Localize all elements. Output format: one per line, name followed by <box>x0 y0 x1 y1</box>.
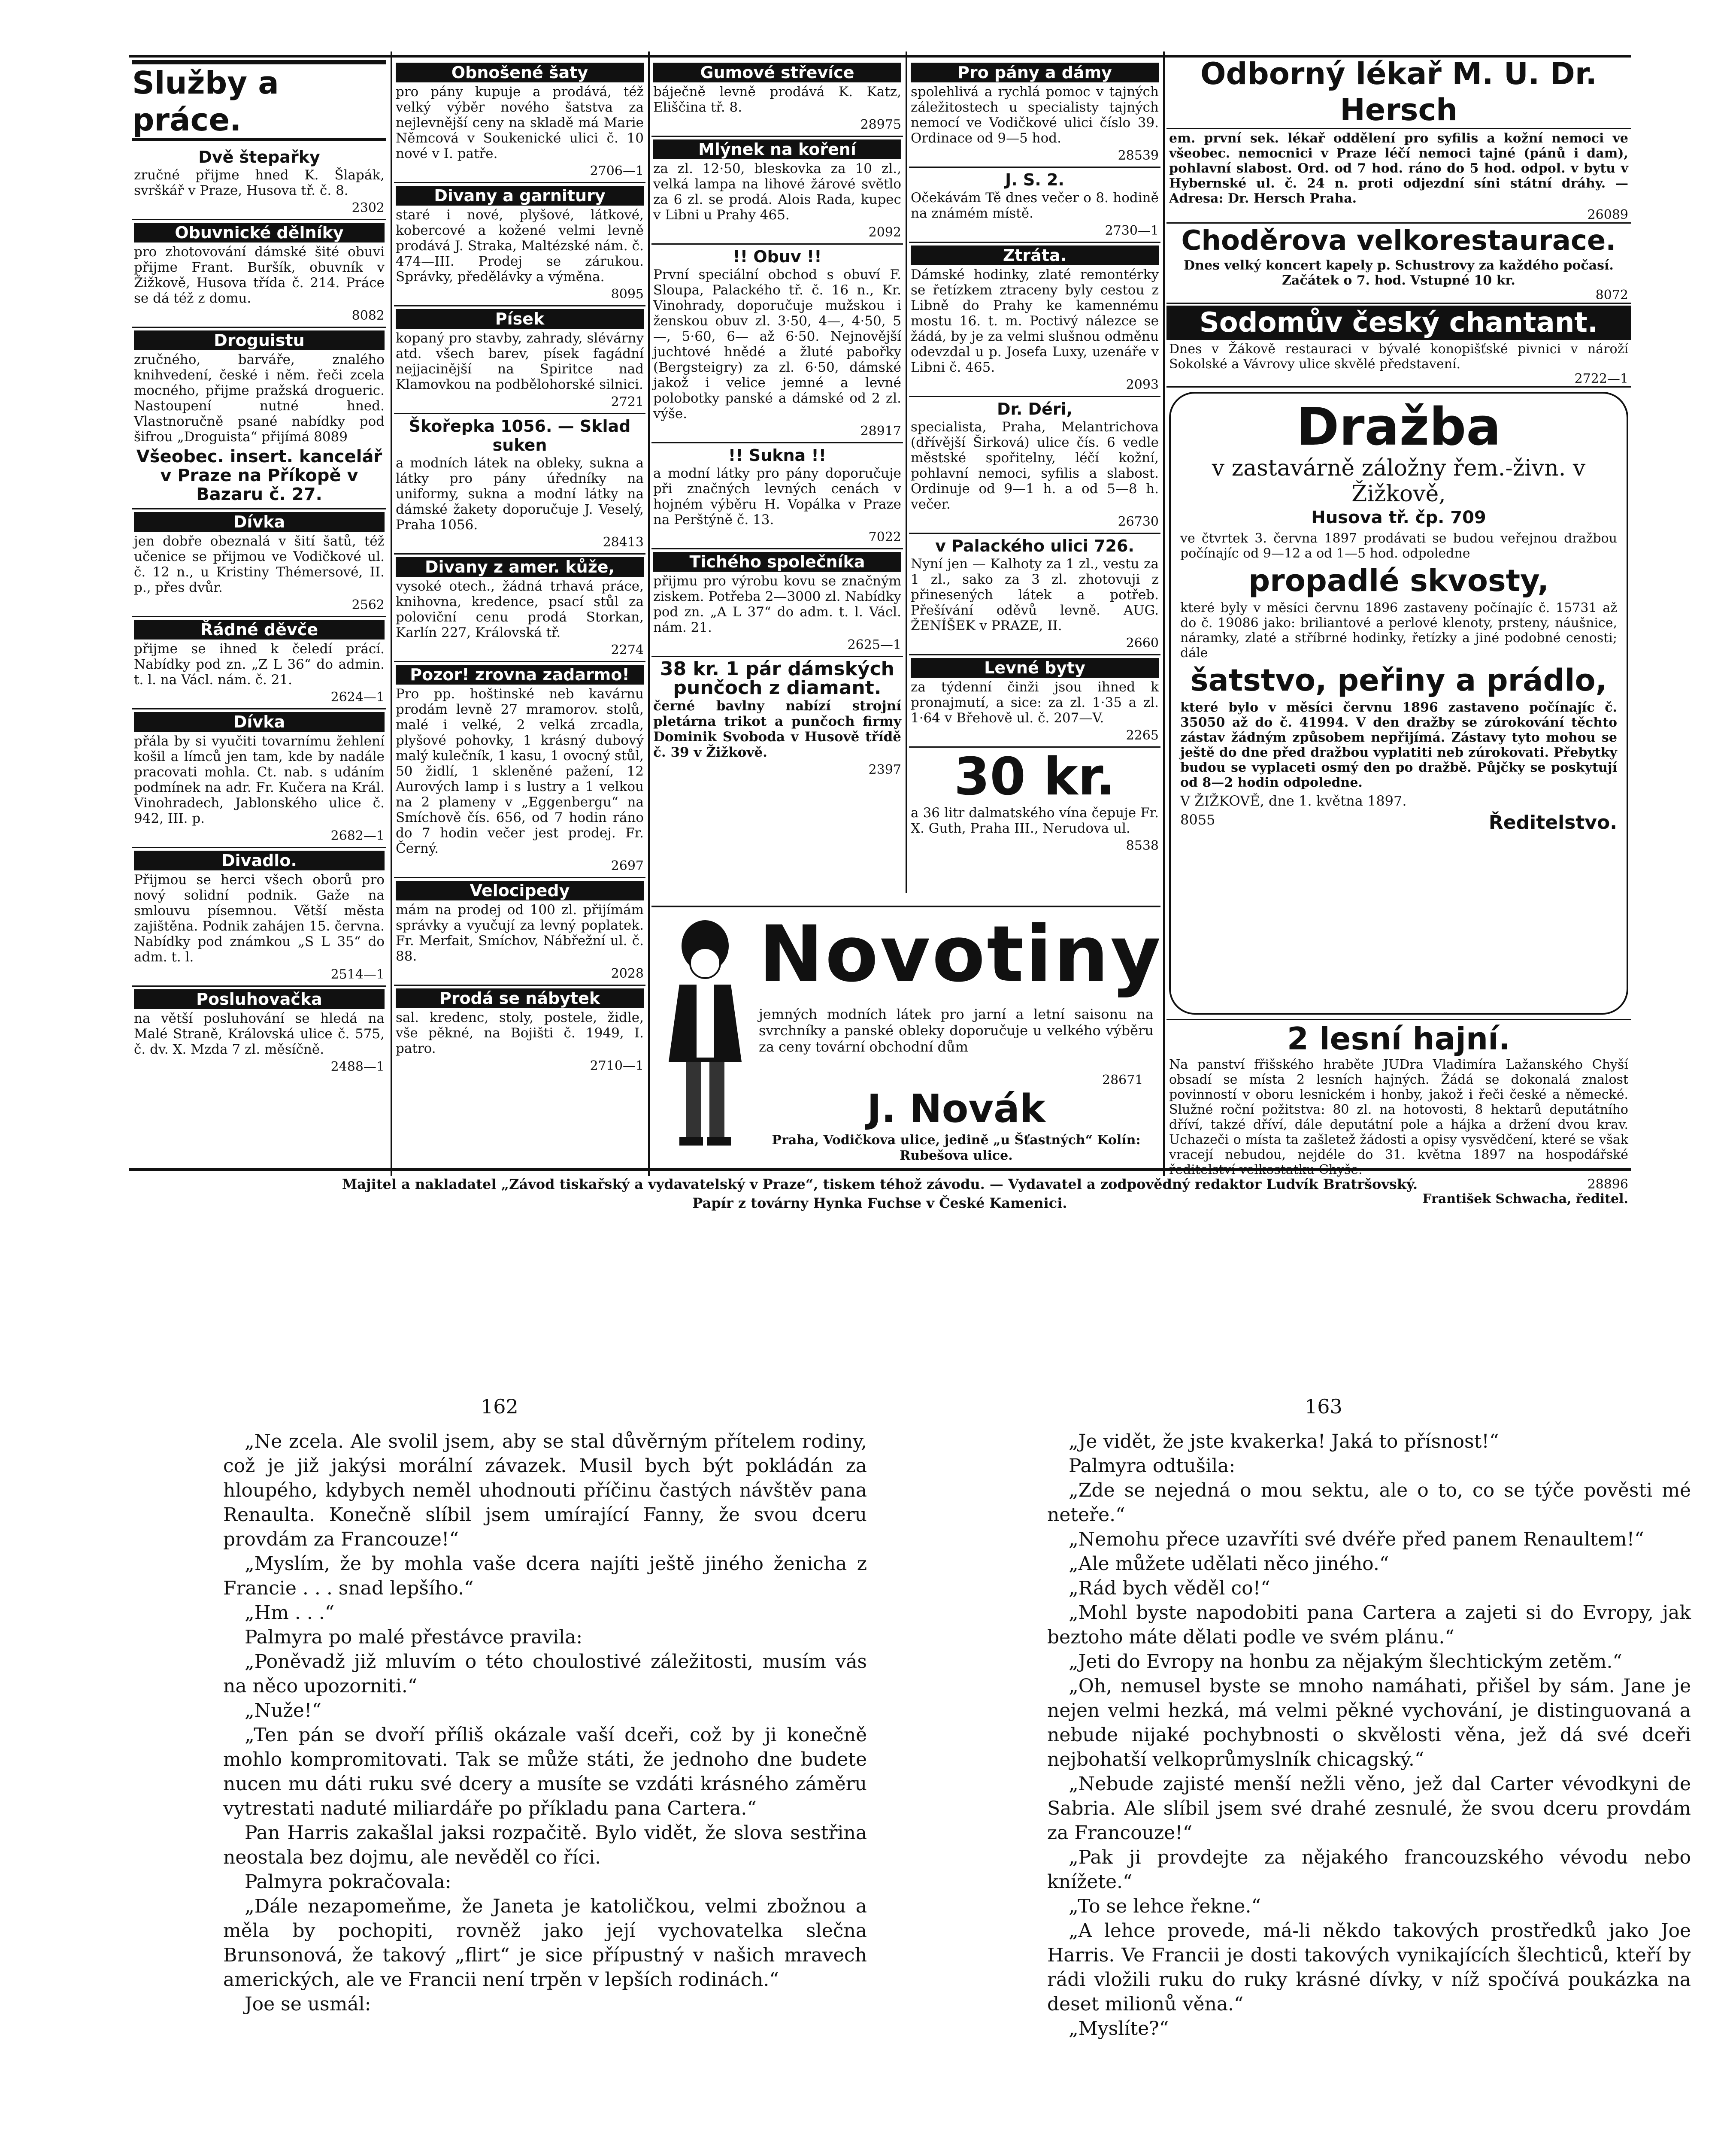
ad-heading: Prodá se nábytek <box>396 988 644 1008</box>
ad-heading: Droguistu <box>134 330 385 350</box>
classified-ad <box>132 987 386 1078</box>
novotiny-text: jemných modních látek pro jarní a letní saisonu na svrchníky a panské obleky doporučuje u velkého výběru za ceny tovární obchodní dům <box>759 1006 1154 1055</box>
ad-heading: Gumové střevíce <box>653 63 901 82</box>
paragraph: Pan Harris zakašlal jaksi rozpačitě. Bylo vidět, že slova sestřina neostala bez dojmu, ale nevěděl co říci. <box>223 1822 867 1868</box>
ad-number: 2274 <box>611 643 644 658</box>
ad-number: 2624—1 <box>330 690 385 705</box>
ad-number: 2682—1 <box>330 828 385 843</box>
ad-number: 28896 <box>1587 1177 1628 1192</box>
column-divider <box>391 52 392 1176</box>
imprint-line: Papír z továrny Hynka Fuchse v České Kamenici. <box>692 1195 1067 1211</box>
ad-number: 28539 <box>1118 148 1159 163</box>
paragraph: „Ten pán se dvoří příliš okázale vaší dceři, což by ji konečně mohlo kompromitovati. Tak se může státi, že jednoho dne budete nucen mu dáti ruku své dcery a musíte se vzdáti krásného záměru vytrestati naduté miliardáře po příkladu pana Cartera.“ <box>223 1724 867 1819</box>
ad-text: za týdenní činži jsou ihned k pronajmutí, a sice: za zl. 1·35 a zl. 1·64 v Břehově ul. č. 207—V. <box>911 679 1159 726</box>
paragraph: „Myslím, že by mohla vaše dcera najíti ještě jiného ženicha z Francie . . . snad lepšího.“ <box>223 1553 867 1599</box>
ad-heading: Pro pány a dámy <box>911 63 1159 82</box>
ad-text: staré i nové, plyšové, látkové, kobercové a kožené velmi levně prodává J. Straka, Maltézské nám. č. 474—III. Prodej se zárukou. Správky, předělávky a výměna. <box>396 207 644 285</box>
paragraph: „Ale můžete udělati něco jiného.“ <box>1069 1553 1389 1575</box>
column-divider <box>906 52 907 893</box>
hersch-text: em. první sek. lékař oddělení pro syfilis a kožní nemoci ve všeobec. nemocnici v Praze léčí nemoci tajné (pánů i dam), pohlavní slabost. Ord. od 7 hod. ráno do 5 hod. odpol. v bytu v Hybernské ul. č. 24 n. proti odjezdní síni státní dráhy. — Adresa: Dr. Hersch Praha. <box>1169 131 1628 206</box>
ad-text: Očekávám Tě dnes večer o 8. hodině na známém místě. <box>911 190 1159 221</box>
ad-number: 2397 <box>868 762 901 777</box>
ad-text: černé bavlny nabízí strojní pletárna trikot a punčoch firmy Dominik Svoboda v Husově třídě č. 39 v Žižkově. <box>653 698 901 760</box>
ad-number: 2488—1 <box>330 1059 385 1074</box>
paragraph: „Jeti do Evropy na honbu za nějakým šlechtickým zetěm.“ <box>1069 1651 1622 1673</box>
classified-ad <box>909 168 1160 243</box>
ad-heading: Dvě štepařky <box>198 148 320 167</box>
paragraph: Palmyra pokračovala: <box>245 1871 451 1893</box>
ad-text: Pro pp. hoštinské neb kavárnu prodám levně 27 mramorov. stolů, malé i velké, 2 velká zrcadla, plyšové pohovky, 1 krásný dubový malý kulečník, 1 kasu, 1 ovocný stůl, 50 židlí, 1 skleněné pažení, 12 Aurových lamp i s lustry a 1 velkou na 2 plameny v „Eggenbergu“ na Smíchově čís. 656, od 7 hodin ráno do 7 hodin večer jest prodej. Fr. Černý. <box>396 686 644 856</box>
drazba-heading: propadlé skvosty, <box>1248 563 1549 598</box>
paragraph: „Poněvadž již mluvím o této choulostivé záležitosti, musím vás na něco upozorniti.“ <box>223 1651 867 1697</box>
classified-ad <box>394 555 645 662</box>
paragraph: „Dále nezapomeňme, že Janeta je katoličkou, velmi zbožnou a měla by pochopiti, rovněž jako její vychovatelka slečna Brunsonová, že takový „flirt“ je sice přípustný v našich mravech amerických, ale ve Francii není trpěn v lepších rodinách.“ <box>223 1895 867 1991</box>
ad-column-4 <box>909 60 1160 897</box>
ad-number: 28917 <box>860 424 901 439</box>
ad-heading: Ztráta. <box>911 246 1159 265</box>
ad-text: přijmu pro výrobu kovu se značným ziskem. Potřeba 2—3000 zl. Nabídky pod zn. „A L 37“ do adm. t. l. Václ. nám. 21. <box>653 573 901 635</box>
paragraph: „Pak ji provdejte za nějakého francouzského vévodu nebo knížete.“ <box>1047 1846 1691 1893</box>
section-title: Služby a práce. <box>132 60 386 141</box>
classified-ad <box>132 617 386 709</box>
ad-heading: !! Obuv !! <box>733 247 822 266</box>
ad-heading: Divany z amer. kůže, <box>396 557 644 577</box>
ad-heading: !! Sukna !! <box>728 446 827 465</box>
ad-heading: Obuvnické dělníky <box>134 223 385 242</box>
book-page-left <box>223 1429 867 2016</box>
classified-ad <box>651 60 903 137</box>
ad-number: 28413 <box>603 535 644 550</box>
paragraph: „Hm . . .“ <box>245 1602 335 1624</box>
hajni-text: Na panství fřišského hraběte JUDra Vladimíra Lažanského Chyší obsadí se místa 2 lesních hajných. Žádá se dokonalá znalost povinností v oboru lesnickém i honby, jakož i řeči české a německé. Služné roční požitstva: 80 zl. na hotovosti, 8 hektarů deputátního dříví, takzé dříví, dále deputátní pole a hájka a držení dvou krav. Uchazeči o místa ta zašletež žádosti a opisy vysvědčení, které se však vracejí nebudou, nejdéle do 31. května 1897 na hospodářské ředitelství velkostatku Chyše. <box>1169 1057 1628 1177</box>
ad-heading: Pozor! zrovna zadarmo! <box>396 665 644 685</box>
ad-number: 2625—1 <box>847 637 901 652</box>
classified-ad <box>394 60 645 183</box>
novotiny-address: Praha, Vodičkova ulice, jedině „u Šťastných“ Kolín: Rubešova ulice. <box>772 1133 1141 1163</box>
ad-column-3 <box>651 60 903 897</box>
ad-text: a modní látky pro pány doporučuje při značných levných cenách v hojném výběru H. Vopálka v Praze na Perštýně č. 13. <box>653 466 901 527</box>
ad-text: zručné přijme hned K. Šlapák, svrškář v Praze, Husova tř. č. 8. <box>134 167 385 198</box>
ad-text: a modních látek na obleky, sukna a látky pro pány úředníky na uniformy, sukna a modní látky na dámské žakety doporučuje J. Veselý, Praha 1056. <box>396 455 644 533</box>
ad-number: 2562 <box>351 597 385 612</box>
ad-number: 2706—1 <box>590 164 644 179</box>
ad-heading: Písek <box>396 309 644 329</box>
ad-text: přijme se ihned k čeledí prácí. Nabídky pod zn. „Z L 36“ do admin. t. l. na Václ. nám. č. 21. <box>134 641 385 688</box>
novotiny-firm: J. Novák <box>867 1086 1045 1131</box>
classified-ad <box>909 243 1160 397</box>
ad-number: 8072 <box>1166 288 1631 304</box>
ad-number: 2302 <box>351 200 385 215</box>
classified-ad <box>909 534 1160 655</box>
ad-number: 26730 <box>1118 514 1159 529</box>
ad-heading: Dívka <box>134 512 385 532</box>
paragraph: „Myslíte?“ <box>1069 2018 1169 2040</box>
gentleman-figure <box>656 916 754 1156</box>
classified-ad <box>909 60 1160 168</box>
classified-ad <box>394 414 645 555</box>
classified-ad <box>651 549 903 657</box>
paragraph: Palmyra po malé přestávce pravila: <box>245 1626 583 1648</box>
ad-text: za zl. 12·50, bleskovka za 10 zl., velká lampa na lihové žárové světlo za 6 zl. se prodá. Alois Rada, kupec v Libni u Prahy 465. <box>653 161 901 223</box>
ad-text: specialista, Praha, Melantrichova (dřívější Širková) ulice čís. 6 vedle městské spořitelny, léčí kožní, pohlavní nemoci, syfilis a slabost. Ordinuje od 9—1 h. a od 5—8 h. večer. <box>911 419 1159 512</box>
ad-heading: Škořepka 1056. — Sklad suken <box>409 417 631 455</box>
hersch-title: Odborný lékař M. U. Dr. Hersch <box>1166 56 1631 129</box>
classified-ad <box>394 183 645 306</box>
ad-heading: Velocipedy <box>396 881 644 900</box>
ad-text: mám na prodej od 100 zl. přijímám správky a vyučují za levný poplatek. Fr. Merfait, Smíchov, Nábřežní ul. č. 88. <box>396 902 644 964</box>
ad-number: 2697 <box>611 858 644 873</box>
ad-heading: Dr. Déri, <box>997 400 1073 418</box>
ad-text: spolehlivá a rychlá pomoc v tajných záležitostech u specialisty tajných nemocí ve Vodičkové ulici číslo 39. Ordinace od 9—5 hod. <box>911 84 1159 146</box>
ad-text: přála by si vyučiti tovarnímu žehlení košil a límců jen tam, kde by nadále pracovati mohla. Ct. nab. s udáním podmínek na adr. Fr. Kučera na Král. Vinohradech, Jablonského ulice č. 942, III. p. <box>134 734 385 826</box>
paragraph: „A lehce provede, má-li někdo takových prostředků jako Joe Harris. Ve Francii je dosti takových vynikajících šlechticů, kteří by rádi vložili ruku do ruky krásné dívky, v níž spočívá poukázka na deset milionů věna.“ <box>1047 1920 1691 2015</box>
ad-number: 2028 <box>611 966 644 981</box>
novotiny-ad <box>651 906 1163 1165</box>
novotiny-title: Novotiny <box>759 909 1163 999</box>
classified-ad <box>132 220 386 328</box>
ad-number: 8095 <box>611 287 644 302</box>
paragraph: „Oh, nemusel byste se mnoho namáhati, přišel by sám. Jane je nejen velmi hezká, má velmi pěkné vychování, je distinguovaná a nebude nijaké pochybnosti o skvělosti věna, jež dá své dceři nejbohatší velkoprůmyslník chicagský.“ <box>1047 1675 1691 1770</box>
classified-ad <box>909 655 1160 748</box>
ad-text: sal. kredenc, stoly, postele, židle, vše pěkné, na Bojišti č. 1949, I. patro. <box>396 1010 644 1056</box>
ad-number: 2660 <box>1126 636 1159 651</box>
paragraph: „Ne zcela. Ale svolil jsem, aby se stal důvěrným přítelem rodiny, což je již jakýsi morální závazek. Musil bych být pokládán za hloupého, kdybych neměl uhodnouti příčinu častých návštěv pana Renaulta. Konečně slíbil jsem umírající Fanny, že svou dceru provdám za Francouze!“ <box>223 1431 867 1550</box>
ad-number: 26089 <box>1166 208 1631 224</box>
ad-text: zručného, barváře, znalého knihvedení, české i něm. řeči zcela mocného, přijme pražská drogueric. Nastoupení nutné hned. Vlastnoručně psané nabídky pod šifrou „Droguista“ přijímá 8089 <box>134 352 385 445</box>
paragraph: „Nebude zajisté menší nežli věno, jež dal Carter vévodkyni de Sabria. Ale slíbil jsem své drahé zesnulé, že svou dceru provdám za Francouze!“ <box>1047 1773 1691 1844</box>
ad-number: 2710—1 <box>590 1058 644 1073</box>
ad-text: pro pány kupuje a prodává, též velký výběr nového šatstva za nejlevnější ceny na skladě má Marie Němcová v Soukenické ulici č. 10 nové v I. patře. <box>396 84 644 161</box>
classified-ad <box>132 328 386 509</box>
classified-ad <box>132 145 386 220</box>
classified-ad <box>651 137 903 245</box>
classified-ad <box>394 662 645 878</box>
ad-text: kopaný pro stavby, zahrady, slévárny atd. všech barev, písek fagádní nejjacinější na Spiritce nad Klamovkou na podbělohorské silnici. <box>396 330 644 392</box>
ad-text: Nyní jen — Kalhoty za 1 zl., vestu za 1 zl., sako za 3 zl. zhotovuji z přinesených látek a potřeb. Přešívání oděvů levně. AUG. ŽENÍŠEK v PRAZE, II. <box>911 556 1159 633</box>
ad-number: 2721 <box>611 394 644 409</box>
ad-heading: v Palackého ulici 726. <box>935 536 1134 555</box>
ad-column-5 <box>1166 56 1631 1206</box>
ad-number: 8538 <box>1126 838 1159 853</box>
classified-ad <box>394 306 645 414</box>
ad-heading: Mlýnek na koření <box>653 139 901 159</box>
ad-heading: Divany a garnitury <box>396 186 644 206</box>
ad-number: 28671 <box>1102 1073 1143 1088</box>
drazba-ad <box>1169 392 1628 1015</box>
hajni-title: 2 lesní hajní. <box>1166 1019 1631 1057</box>
classified-ad <box>909 397 1160 534</box>
classified-ad <box>909 748 1160 857</box>
ad-column-2 <box>394 60 645 1159</box>
ad-heading: Divadlo. <box>134 851 385 870</box>
ad-price: 30 kr. <box>954 747 1116 807</box>
imprint-line: Majitel a nakladatel „Závod tiskařský a vydavatelský v Praze“, tiskem téhož závodu. — Vydavatel a zodpovědný redaktor Ludvík Bratršovský. <box>342 1176 1418 1192</box>
classified-ad <box>132 709 386 848</box>
ad-heading: Levné byty <box>911 658 1159 678</box>
ad-number: 8055 <box>1180 812 1215 828</box>
paragraph: Palmyra odtušila: <box>1069 1455 1236 1477</box>
ad-number: 28975 <box>860 117 901 132</box>
paragraph: „Mohl byste napodobiti pana Cartera a zajeti si do Evropy, jak beztoho máte dělati podle ve svém plánu.“ <box>1047 1602 1691 1648</box>
choderova-text: Dnes velký koncert kapely p. Schustrovy za každého počasí. Začátek o 7. hod. Vstupné 10 kr. <box>1184 258 1614 288</box>
sodom-title: Sodomův český chantant. <box>1166 306 1631 340</box>
ad-heading: Tichého společníka <box>653 552 901 572</box>
ad-agency: Všeobec. insert. kancelář v Praze na Příkopě v Bazaru č. 27. <box>136 447 382 504</box>
ad-number: 2514—1 <box>330 967 385 982</box>
ad-number: 7022 <box>868 530 901 545</box>
ad-text: vysoké otech., žádná trhavá práce, knihovna, kredence, psací stůl za poloviční cenu prodá Storkan, Karlín 227, Královská tř. <box>396 579 644 640</box>
ad-text: Dámské hodinky, zlaté remontérky se řetízkem ztraceny byly cestou z Libně do Prahy ke kamennému mostu 16. t. m. Poctivý nálezce se žádá, by je za velmi slušnou odměnu odevzdal u p. Josefa Luxy, uzenáře v Libni č. 465. <box>911 267 1159 375</box>
ad-text: pro zhotovování dámské šité obuvi přijme Frant. Buršík, obuvník v Žižkově, Husova třída č. 214. Práce se dá též z domu. <box>134 244 385 306</box>
paragraph: „Rád bych věděl co!“ <box>1069 1577 1270 1599</box>
classified-ad <box>651 443 903 549</box>
ad-heading: Obnošené šaty <box>396 63 644 82</box>
classified-ad <box>394 986 645 1077</box>
drazba-address: Husova tř. čp. 709 <box>1311 508 1486 527</box>
ad-number: 2722—1 <box>1166 372 1631 388</box>
drazba-subtitle: v zastavárně záložny řem.-živn. v Žižkově, <box>1212 455 1586 507</box>
classified-ad <box>651 657 903 781</box>
paragraph: „Nuže!“ <box>245 1700 322 1722</box>
page-number-left: 162 <box>481 1395 518 1418</box>
ad-column-1 <box>132 60 386 1159</box>
ad-number: 2265 <box>1126 728 1159 743</box>
ad-heading: 38 kr. 1 pár dámských punčoch z diamant. <box>660 658 894 699</box>
paragraph: „Zde se nejedná o mou sektu, ale o to, co se týče pověsti mé neteře.“ <box>1047 1479 1691 1526</box>
ad-heading: Posluhovačka <box>134 989 385 1009</box>
drazba-text: které bylo v měsíci červnu 1896 zastaveno počínajíc č. 35050 až do č. 41994. V den dražby se zúrokování těchto zástav žádným způsobem nepřijímá. Zástavy tyto mohou se ještě do dne před dražbou vyplatiti neb zúrokovati. Přebytky budou se vyplaceti osmý den po dražbě. Půjčky se poskytují od 8—2 hodin odpoledne. <box>1180 700 1617 790</box>
ad-text: báječně levně prodává K. Katz, Eliščina tř. 8. <box>653 84 901 115</box>
ad-text: na větší posluhování se hledá na Malé Straně, Královská ulice č. 575, č. dv. X. Mzda 7 zl. měsíčně. <box>134 1011 385 1057</box>
drazba-text: které byly v měsíci červnu 1896 zastaveny počínajíc č. 15731 až do č. 19086 jako: briliantové a perlové klenoty, prsteny, náušnice, náramky, zlaté a stříbrné hodinky, řetízky a jiné podobné cenosti; dále <box>1180 600 1617 661</box>
drazba-date: V ŽIŽKOVĚ, dne 1. května 1897. <box>1180 793 1407 809</box>
ad-heading: Dívka <box>134 712 385 732</box>
column-divider <box>1163 52 1165 1176</box>
drazba-text: ve čtvrtek 3. června 1897 prodávati se budou veřejnou dražbou počínajíc od 9—12 a od 1—5 hod. odpoledne <box>1180 531 1617 561</box>
paragraph: „Je vidět, že jste kvakerka! Jaká to přísnost!“ <box>1069 1431 1499 1452</box>
book-page-right <box>1047 1429 1691 2041</box>
page-number-right: 163 <box>1305 1395 1342 1418</box>
ad-number: 2093 <box>1126 377 1159 392</box>
classified-ad <box>132 848 386 987</box>
ad-text: a 36 litr dalmatského vína čepuje Fr. X. Guth, Praha III., Nerudova ul. <box>911 805 1159 836</box>
classified-ad <box>394 878 645 986</box>
ad-number: 8082 <box>351 308 385 323</box>
ad-number: 2730—1 <box>1105 223 1159 238</box>
choderova-title: Choděrova velkorestaurace. <box>1181 225 1616 257</box>
ad-text: jen dobře obeznalá v šití šatů, též učenice se přijmou ve Vodičkové ul. č. 12 n., u Kristiny Thémersové, II. p., přes dvůr. <box>134 533 385 595</box>
sodom-text: Dnes v Žákově restauraci v bývalé konopišťské pivnici v nároží Sokolské a Vávrovy ulice skvělé představení. <box>1169 342 1628 372</box>
ad-heading: Řádné děvče <box>134 620 385 640</box>
ad-text: Přijmou se herci všech oborů pro nový solidní podnik. Gaže na smlouvu písemnou. Větší města zajištěna. Podnik zahájen 15. června. Nabídky pod známkou „S L 35“ do adm. t. l. <box>134 872 385 965</box>
drazba-title: Dražba <box>1296 397 1501 457</box>
paragraph: „Nemohu přece uzavříti své dvéře před panem Renaultem!“ <box>1069 1528 1644 1550</box>
ad-number: 2092 <box>868 225 901 240</box>
classified-ad <box>132 509 386 617</box>
paragraph: „To se lehce řekne.“ <box>1069 1895 1261 1917</box>
hajni-signature: František Schwacha, ředitel. <box>1422 1191 1628 1206</box>
drazba-signature: Ředitelstvo. <box>1488 812 1617 834</box>
paragraph: Joe se usmál: <box>245 1993 371 2015</box>
ad-text: První speciální obchod s obuví F. Sloupa, Palackého tř. č. 16 n., Kr. Vinohrady, doporučuje mužskou i ženskou obuv zl. 3·50, 4—, 4·50, 5—, 5·60, 6— až 6·50. Nejnovější juchtové hnědé a žluté pabořky (Bergsteigry) za zl. 6·50, dámské jakož i velice jemné a levné polobotky panské a dámské od 2 zl. výše. <box>653 267 901 421</box>
drazba-heading: šatstvo, peřiny a prádlo, <box>1190 663 1607 698</box>
column-divider <box>648 52 650 1176</box>
classified-ad <box>651 245 903 443</box>
ad-heading: J. S. 2. <box>1005 170 1064 189</box>
